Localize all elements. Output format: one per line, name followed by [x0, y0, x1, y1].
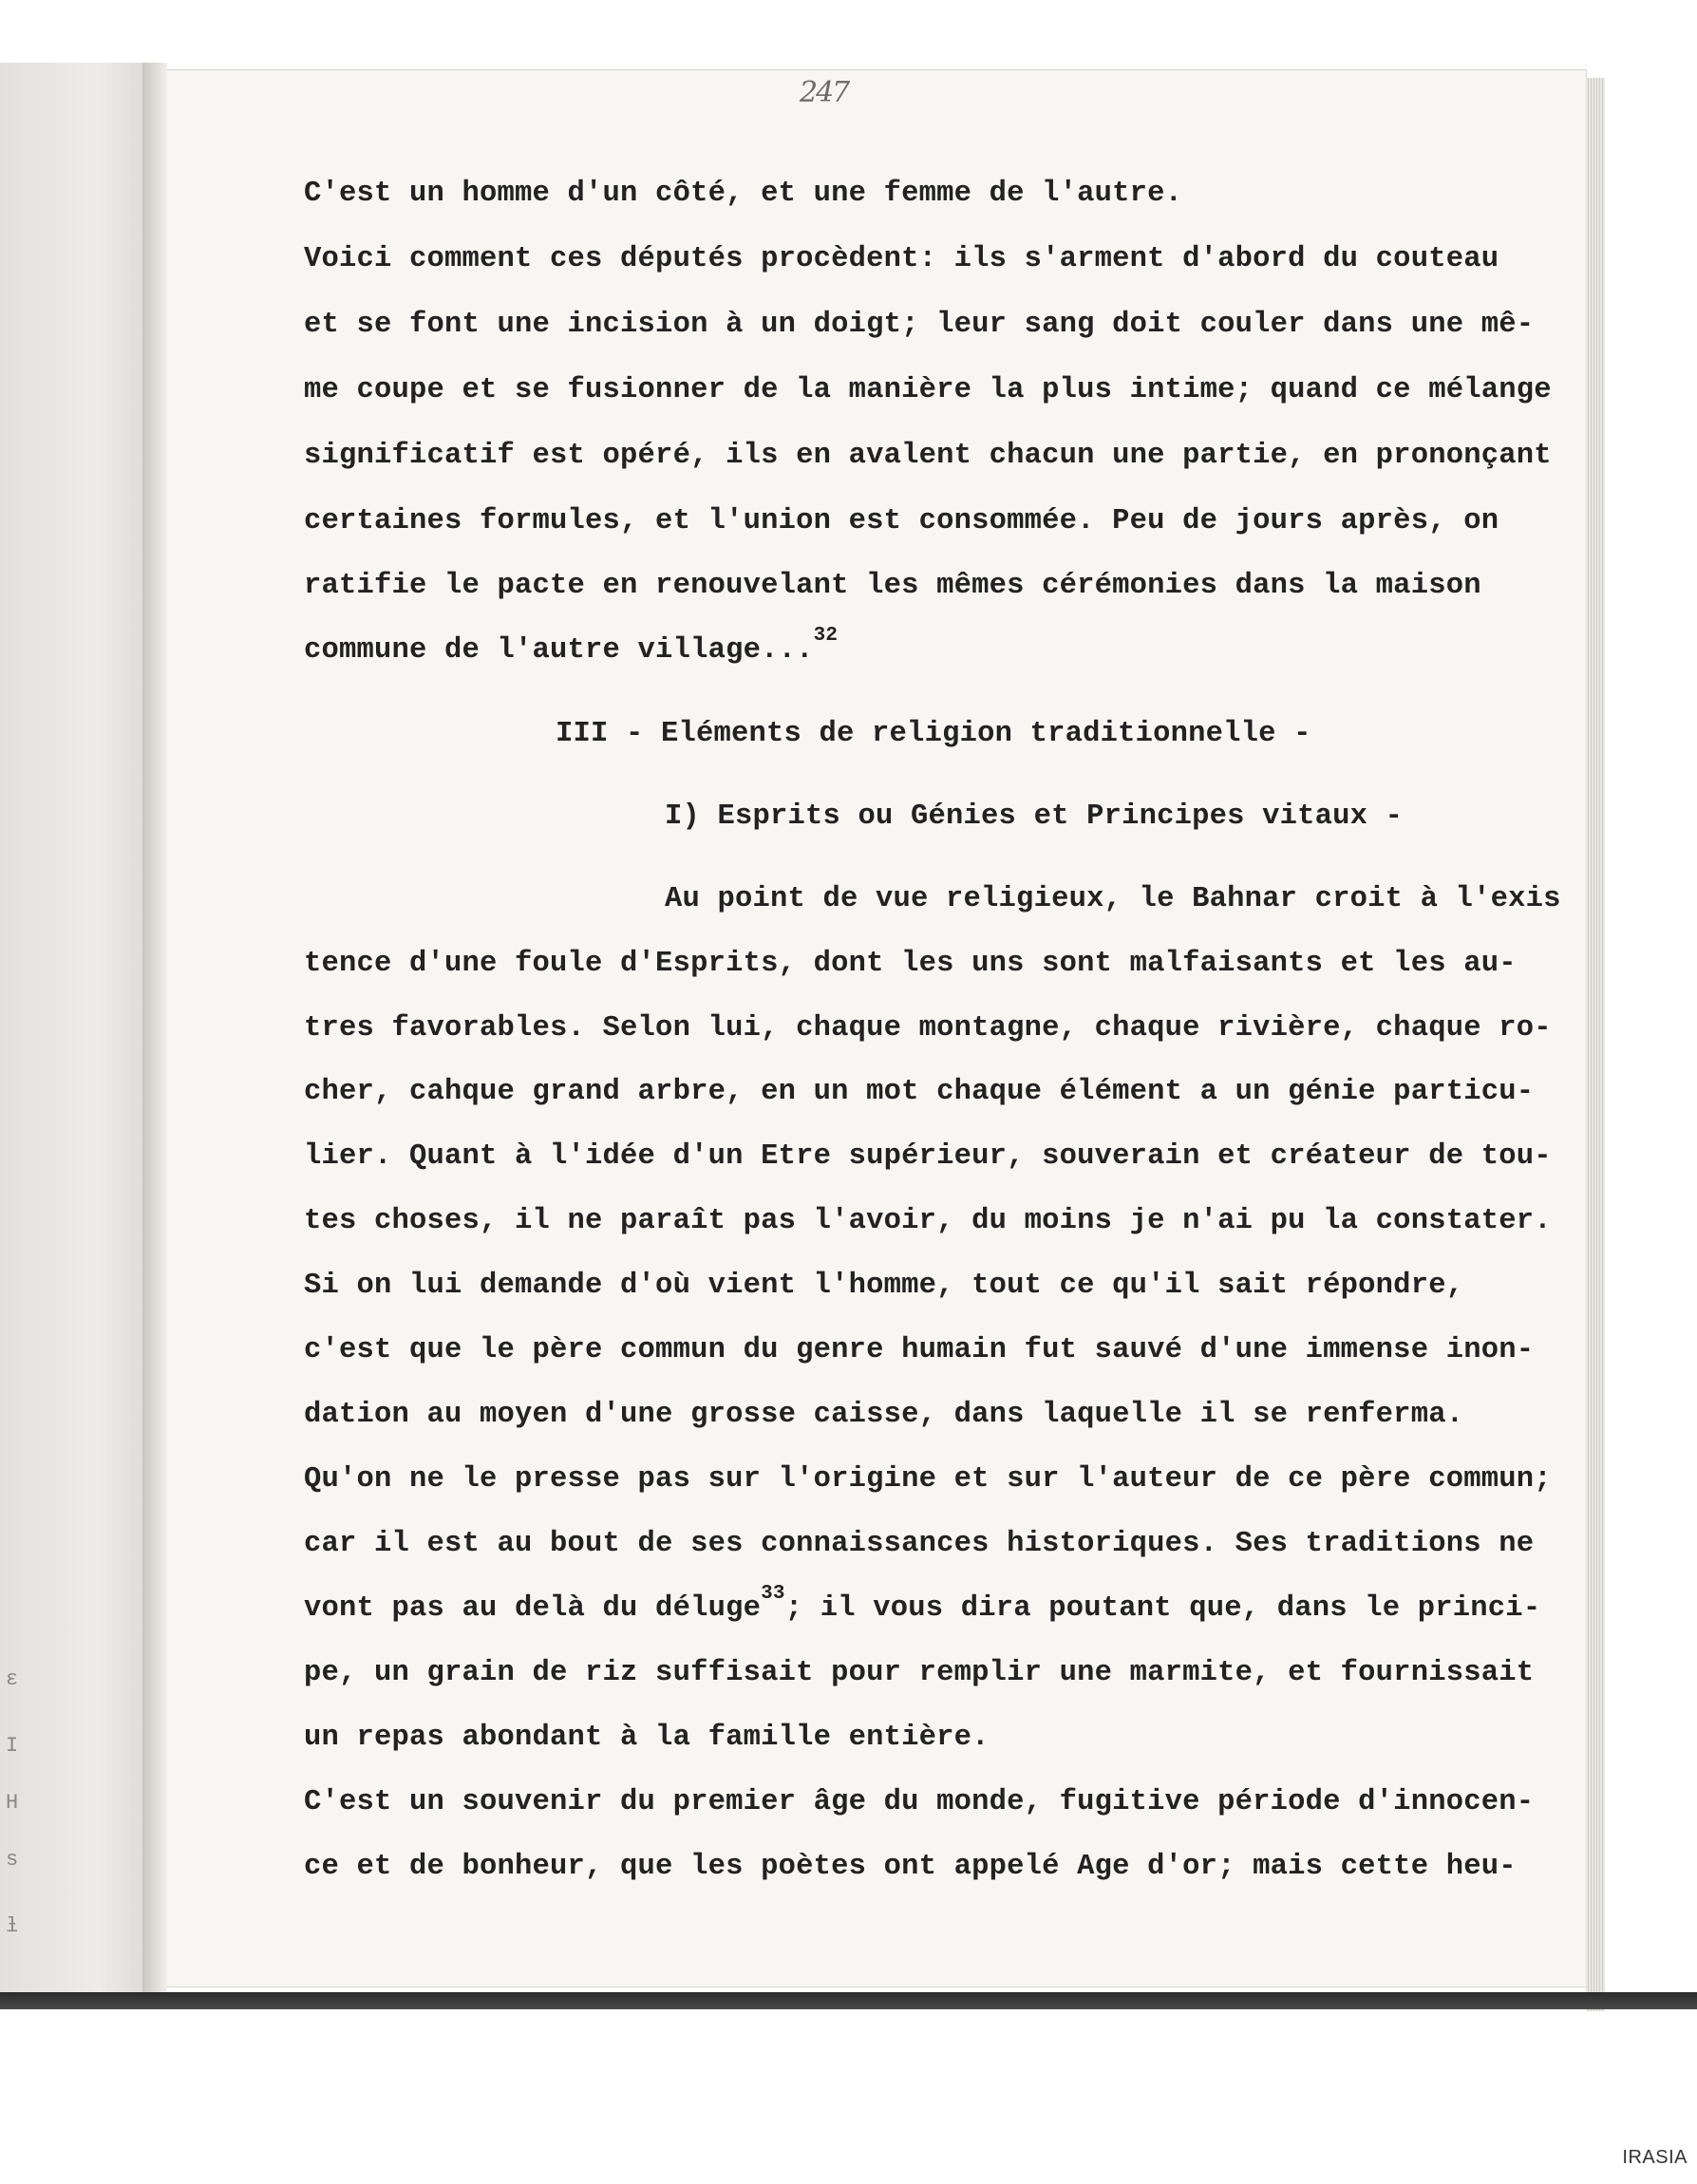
text-line: c'est que le père commun du genre humain fut sauvé d'une immense inon-: [304, 1334, 1535, 1366]
text-line: car il est au bout de ses connaissances historiques. Ses traditions ne: [304, 1528, 1535, 1560]
text-fragment: ; il vous dira poutant que, dans le princi-: [784, 1592, 1541, 1625]
footnote-ref-33: 33: [761, 1583, 785, 1605]
text-line: Qu'on ne le presse pas sur l'origine et sur l'auteur de ce père commun;: [304, 1463, 1552, 1496]
text-line: Si on lui demande d'où vient l'homme, tout ce qu'il sait répondre,: [304, 1270, 1464, 1302]
page-stack-edge: [1586, 78, 1605, 2011]
bottom-shadow: [0, 1992, 1697, 2009]
text-line: ce et de bonheur, que les poètes ont appelé Age d'or; mais cette heu-: [304, 1851, 1517, 1883]
text-line: dation au moyen d'une grosse caisse, dans laquelle il se renferma.: [304, 1399, 1464, 1431]
text-line: me coupe et se fusionner de la manière la plus intime; quand ce mélange: [304, 374, 1552, 406]
text-line: certaines formules, et l'union est consommée. Peu de jours après, on: [304, 505, 1499, 537]
text-line: et se font une incision à un doigt; leur sang doit couler dans une mê-: [304, 309, 1535, 341]
text-line: [304, 625, 839, 669]
text-line: Au point de vue religieux, le Bahnar croit à l'exis: [665, 883, 1561, 915]
text-line: Voici comment ces députés procèdent: ils s'arment d'abord du couteau: [304, 243, 1499, 275]
text-line: cher, cahque grand arbre, en un mot chaque élément a un génie particu-: [304, 1076, 1535, 1108]
left-facing-page: [0, 63, 165, 1992]
section-heading: III - Eléments de religion traditionnelle -: [556, 718, 1311, 750]
text-line: tes choses, il ne paraît pas l'avoir, du moins je n'ai pu la constater.: [304, 1205, 1552, 1237]
left-page-edge-mark: I: [6, 1734, 19, 1758]
page-number: 247: [800, 76, 849, 109]
subsection-heading: I) Esprits ou Génies et Principes vitaux -: [665, 800, 1404, 833]
text-line: tence d'une foule d'Esprits, dont les uns sont malfaisants et les au-: [304, 948, 1517, 980]
left-page-edge-mark: ε: [6, 1667, 19, 1691]
left-page-edge-mark: s: [6, 1848, 19, 1872]
text-line: ratifie le pacte en renouvelant les mêmes cérémonies dans la maison: [304, 570, 1481, 602]
text-line: lier. Quant à l'idée d'un Etre supérieur, souverain et créateur de tou-: [304, 1140, 1552, 1173]
left-page-edge-mark: ƚ: [6, 1914, 19, 1938]
footnote-ref-32: 32: [813, 625, 839, 647]
text-line: [304, 1583, 1541, 1628]
text-line: significatif est opéré, ils en avalent chacun une partie, en prononçant: [304, 440, 1552, 472]
text-line: C'est un souvenir du premier âge du monde, fugitive période d'innocen-: [304, 1786, 1535, 1818]
text-fragment: vont pas au delà du déluge: [304, 1592, 762, 1625]
watermark: IRASIA: [1622, 2147, 1688, 2168]
text-line: pe, un grain de riz suffisait pour remplir une marmite, et fournissait: [304, 1657, 1535, 1689]
book-gutter: [142, 63, 167, 1992]
left-page-edge-mark: H: [6, 1791, 19, 1815]
text-line: un repas abondant à la famille entière.: [304, 1722, 990, 1754]
text-line: C'est un homme d'un côté, et une femme de l'autre.: [304, 178, 1183, 210]
text-fragment: commune de l'autre village...: [304, 634, 814, 667]
text-line: tres favorables. Selon lui, chaque montagne, chaque rivière, chaque ro-: [304, 1012, 1552, 1045]
